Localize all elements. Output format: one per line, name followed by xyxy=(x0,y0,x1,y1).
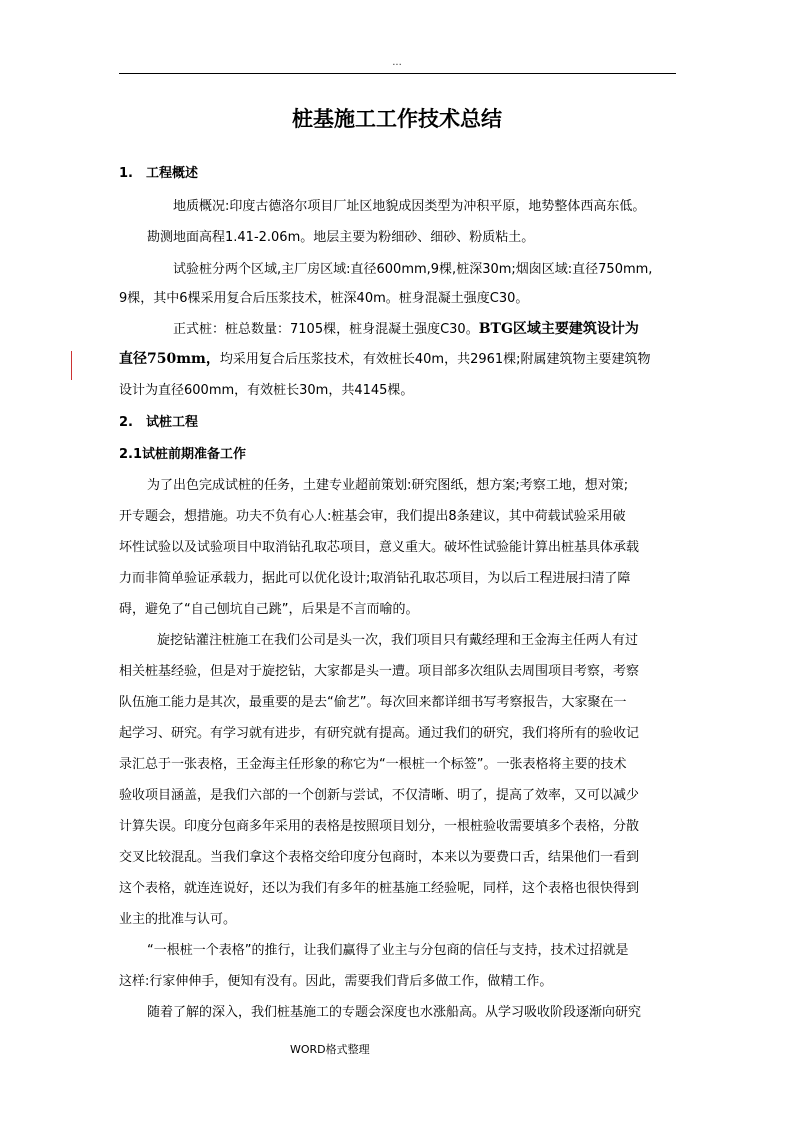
text-line: 9棵，其中6棵采用复合后压浆技术，桩深40m。桩身混凝土强度C30。 xyxy=(119,291,529,306)
text-line: 验收项目涵盖，是我们六部的一个创新与尝试，不仅清晰、明了，提高了效率，又可以减少 xyxy=(119,788,640,803)
bold-run: BTG区域主要建筑设计为 xyxy=(478,321,639,337)
header-rule xyxy=(119,73,676,74)
text-line: 坏性试验以及试验项目中取消钻孔取芯项目，意义重大。破坏性试验能计算出桩基具体承载 xyxy=(119,540,640,555)
text-line: 开专题会，想措施。功夫不负有心人:桩基会审，我们提出8条建议，其中荷载试验采用破 xyxy=(119,509,626,524)
text-run: 均采用复合后压浆技术，有效桩长40m，共2961棵;附属建筑物主要建筑物 xyxy=(219,352,651,367)
section-2-heading xyxy=(119,414,198,432)
text-line: 地质概况:印度古德洛尔项目厂址区地貌成因类型为冲积平原，地势整体西高东低。 xyxy=(173,199,646,214)
text-line: 这样:行家伸伸手，便知有没有。因此，需要我们背后多做工作，做精工作。 xyxy=(119,974,553,989)
text-line: 设计为直径600mm，有效桩长30m，共4145棵。 xyxy=(119,383,414,398)
text-line: 交叉比较混乱。当我们拿这个表格交给印度分包商时，本来以为要费口舌，结果他们一看到 xyxy=(119,850,640,865)
section-number: 2. xyxy=(119,415,133,430)
text-line: 业主的批准与认可。 xyxy=(119,912,237,927)
document-title: 桩基施工工作技术总结 xyxy=(292,106,502,131)
subsection-heading: 2.1试桩前期准备工作 xyxy=(119,447,247,462)
text-line: 这个表格，就连连说好，还以为我们有多年的桩基施工经验呢，同样，这个表格也很快得到 xyxy=(119,881,640,896)
text-line: “一根桩一个表格”的推行，让我们赢得了业主与分包商的信任与支持，技术过招就是 xyxy=(147,943,629,958)
section-number: 1. xyxy=(119,166,133,181)
text-line: 计算失误。印度分包商多年采用的表格是按照项目划分，一根桩验收需要填多个表格，分散 xyxy=(119,819,640,834)
text-line: 碍，避免了“自己刨坑自己跳”，后果是不言而喻的。 xyxy=(119,602,419,617)
text-line xyxy=(173,320,639,339)
text-line: 力而非简单验证承载力，据此可以优化设计;取消钻孔取芯项目，为以后工程进展扫清了障 xyxy=(119,571,631,586)
text-line: 随着了解的深入，我们桩基施工的专题会深度也水涨船高。从学习吸收阶段逐渐向研究 xyxy=(147,1005,642,1020)
page-header: ... xyxy=(392,57,402,68)
revision-mark xyxy=(71,351,72,380)
text-line: 勘测地面高程1.41-2.06m。地层主要为粉细砂、细砂、粉质粘土。 xyxy=(147,230,535,245)
text-line: 起学习、研究。有学习就有进步，有研究就有提高。通过我们的研究，我们将所有的验收记 xyxy=(119,726,640,741)
text-line: 为了出色完成试桩的任务，土建专业超前策划:研究图纸，想方案;考察工地，想对策; xyxy=(147,478,629,493)
text-line xyxy=(119,350,651,369)
text-line: 相关桩基经验，但是对于旋挖钻，大家都是头一遭。项目部多次组队去周围项目考察，考察 xyxy=(119,664,640,679)
text-line: 试验桩分两个区域,主厂房区域:直径600mm,9棵,桩深30m;烟囱区域:直径750mm, xyxy=(173,262,653,277)
text-run: 正式桩：桩总数量：7105棵，桩身混凝土强度C30。 xyxy=(173,322,479,337)
bold-run: 直径750mm， xyxy=(119,351,220,367)
text-line: 队伍施工能力是其次，最重要的是去“偷艺”。每次回来都详细书写考察报告，大家聚在一 xyxy=(119,695,627,710)
section-title: 工程概述 xyxy=(146,166,199,181)
section-1-heading xyxy=(119,165,198,183)
text-line: 录汇总于一张表格，王金海主任形象的称它为“一根桩一个标签”。一张表格将主要的技术 xyxy=(119,757,627,772)
text-line: 旋挖钻灌注桩施工在我们公司是头一次，我们项目只有戴经理和王金海主任两人有过 xyxy=(157,633,639,648)
section-title: 试桩工程 xyxy=(146,415,199,430)
page-footer: WORD格式整理 xyxy=(290,1043,370,1056)
